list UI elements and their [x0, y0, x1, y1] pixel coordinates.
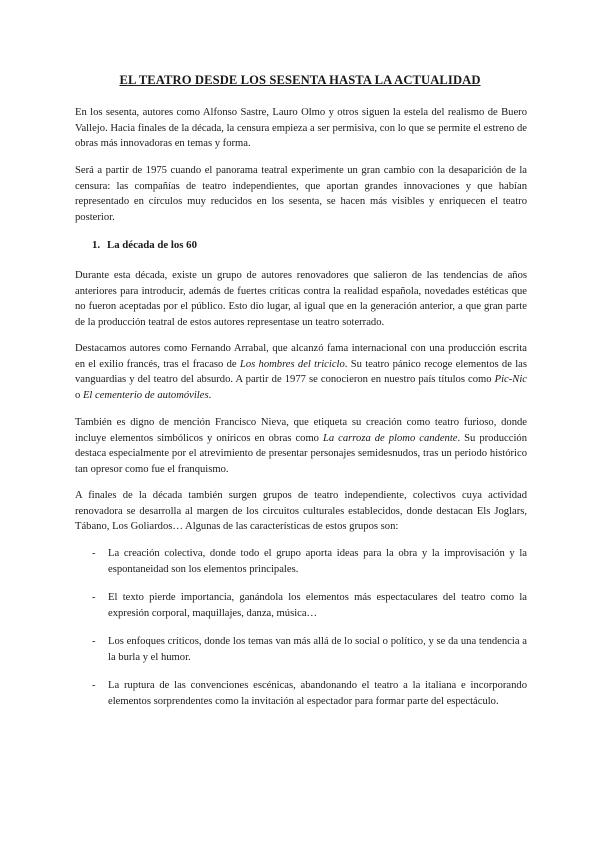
list-item-text: El texto pierde importancia, ganándola los elementos más espectaculares del teatro como la expresión corporal, maquillajes, danza, música… [108, 592, 527, 619]
list-item-text: Los enfoques críticos, donde los temas van más allá de lo social o político, y se da una tendencia a la burla y el humor. [108, 636, 527, 663]
text-span: . Su producción destaca especialmente por el atrevimiento de presentar personajes semidesnudos, tras un periodo histórico tan opresor como fue el franquismo. [75, 432, 527, 475]
section-title: La década de los 60 [107, 239, 197, 251]
body-paragraph-nieva [75, 415, 527, 477]
work-title-picnic: Pic-Nic [494, 374, 527, 386]
body-paragraph-groups: A finales de la década también surgen grupos de teatro independiente, colectivos cuya actividad renovadora se desarrolla al margen de los circuitos culturales establecidos, donde destacan Els Joglars, Tábano, Los Goliardos… Algunas de las características de estos grupos son: [75, 490, 527, 533]
bullet-dash: - [92, 636, 96, 647]
list-item [92, 590, 527, 621]
list-item [92, 546, 527, 577]
text-span: También es digno de mención Francisco Nieva, que etiqueta su creación como teatro furioso, donde incluye elementos simbólicos y oníricos en obras como [75, 417, 527, 444]
text-span: . [208, 389, 212, 401]
work-title-triciclo: Los hombres del triciclo [239, 358, 345, 370]
bullet-dash: - [92, 548, 96, 559]
list-item-text: La creación colectiva, donde todo el grupo aporta ideas para la obra y la improvisación y la espontaneidad son los elementos principales. [108, 548, 527, 575]
body-paragraph-1: Durante esta década, existe un grupo de autores renovadores que salieron de las tendencias de años anteriores para introducir, además de fuertes críticas contra la realidad española, novedades estéticas que no fueron aceptadas por el público. Esto dio lugar, al igual que en la generación anterior, a que gran parte de la producción teatral de estos autores representase un teatro soterrado. [75, 270, 527, 328]
work-title-cementerio: El cementerio de automóviles [82, 389, 209, 401]
bullet-dash: - [92, 592, 96, 603]
bullet-dash: - [92, 680, 96, 691]
list-item-text: La ruptura de las convenciones escénicas, abandonando el teatro a la italiana e incorporando elementos sorprendentes como la invitación al espectador para formar parte del espectáculo. [108, 680, 527, 707]
text-span: Destacamos autores como Fernando Arrabal, que alcanzó fama internacional con una producción escrita en el exilio francés, tras el fracaso de [75, 343, 527, 370]
section-number: 1. [92, 239, 101, 251]
section-heading [92, 239, 197, 251]
list-item [92, 678, 527, 709]
text-span: o [75, 389, 83, 401]
text-span: . Su teatro pánico recoge elementos de las vanguardias y del teatro del absurdo. A partir de 1977 se conocieron en nuestro país títulos como [75, 358, 527, 386]
list-item [92, 634, 527, 665]
work-title-carroza: La carroza de plomo candente [322, 432, 458, 444]
intro-paragraph-1: En los sesenta, autores como Alfonso Sastre, Lauro Olmo y otros siguen la estela del realismo de Buero Vallejo. Hacia finales de la década, la censura empieza a ser permisiva, con lo que se permite el estreno de obras más innovadoras en temas y forma. [75, 107, 527, 150]
page-title: EL TEATRO DESDE LOS SESENTA HASTA LA ACTUALIDAD [119, 73, 481, 87]
body-paragraph-arrabal [75, 341, 527, 403]
intro-paragraph-2: Será a partir de 1975 cuando el panorama teatral experimente un gran cambio con la desaparición de la censura: las compañías de teatro independientes, que aportan grandes innovaciones y que habían representado en círculos muy reducidos en los sesenta, se hacen más visibles y enriquecen el teatro posterior. [75, 165, 527, 223]
